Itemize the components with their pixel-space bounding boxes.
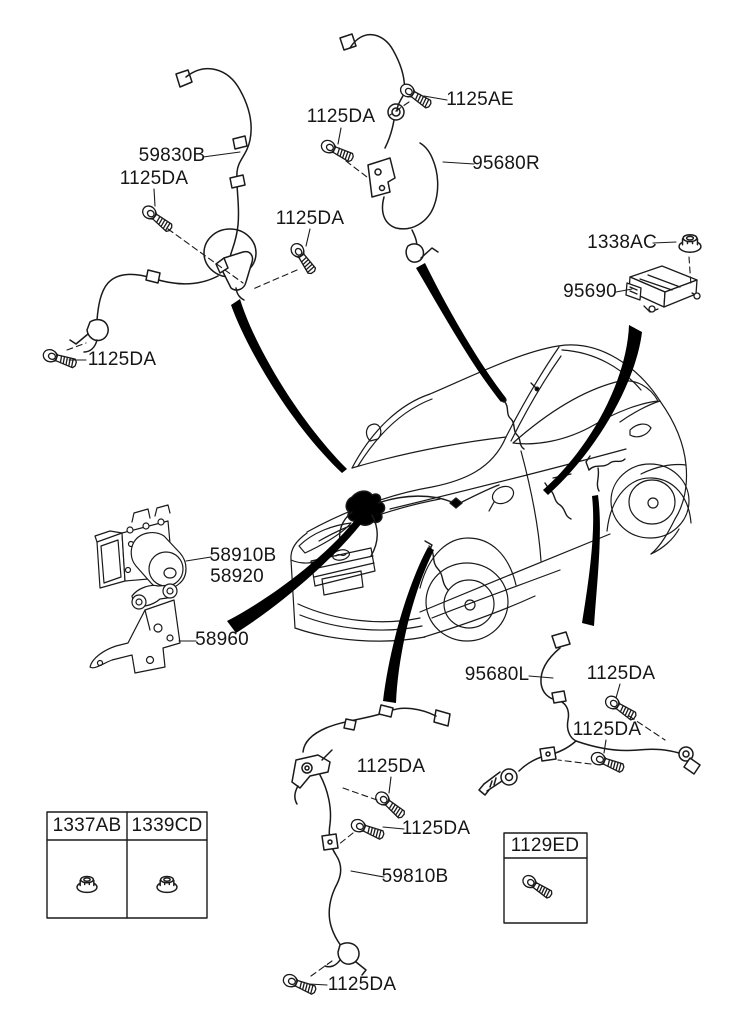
table-header-1129ED: 1129ED: [510, 835, 580, 856]
part-label-58920: 58920: [210, 566, 264, 587]
part-58910B-58920-drawing: [95, 505, 186, 589]
flange-nut-icon: [679, 235, 701, 252]
leader-line: [389, 777, 391, 793]
part-label-59830B: 59830B: [138, 145, 206, 166]
part-label-95680R: 95680R: [472, 153, 540, 174]
part-label-58910B: 58910B: [209, 545, 277, 566]
part-label-1125AE: 1125AE: [446, 89, 514, 110]
part-label-95690: 95690: [563, 281, 617, 302]
part-label-59810B: 59810B: [381, 866, 449, 887]
bolt-icon: [319, 138, 355, 164]
leader-line: [154, 189, 155, 206]
part-label-1125DA: 1125DA: [119, 168, 189, 189]
part-58960-drawing: [90, 584, 180, 673]
bolt-icon: [42, 348, 78, 370]
dashed-leader-line: [346, 161, 367, 177]
vehicle-drawing: [291, 345, 691, 641]
bolt-icon: [373, 789, 407, 820]
part-label-1338AC: 1338AC: [587, 232, 657, 253]
part-label-1125DA: 1125DA: [275, 208, 345, 229]
dashed-leader-line: [253, 270, 297, 289]
part-95680L-drawing: [479, 632, 700, 795]
part-label-1125DA: 1125DA: [401, 818, 471, 839]
dashed-leader-line: [343, 788, 377, 800]
bolt-icon: [590, 751, 626, 775]
part-label-1125DA: 1125DA: [586, 663, 656, 684]
part-59810B-drawing: [292, 705, 450, 975]
leader-line: [616, 684, 620, 698]
part-95690-drawing: [626, 266, 700, 312]
location-pointer-strokes: [227, 263, 642, 703]
leader-line: [186, 557, 211, 561]
fastener-tables-drawing: [47, 812, 587, 923]
part-label-1125DA: 1125DA: [87, 349, 157, 370]
leader-line: [604, 740, 606, 753]
part-95680R-drawing: [340, 34, 438, 262]
part-label-95680L: 95680L: [464, 664, 530, 685]
part-label-1125DA: 1125DA: [327, 974, 397, 995]
leader-line: [203, 152, 240, 157]
part-label-1125DA: 1125DA: [572, 719, 642, 740]
part-label-58960: 58960: [195, 629, 249, 650]
part-label-1125DA: 1125DA: [356, 756, 426, 777]
leader-line: [338, 128, 341, 144]
bolt-icon: [289, 241, 318, 276]
table-header-1337AB: 1337AB: [52, 815, 122, 836]
bolt-icon: [350, 818, 386, 842]
leader-line: [351, 871, 384, 877]
part-label-1125DA: 1125DA: [306, 106, 376, 127]
dashed-leader-line: [338, 833, 353, 845]
part-59830B-drawing: [70, 69, 256, 352]
dashed-leader-line: [558, 760, 591, 764]
leader-line: [443, 162, 474, 164]
leader-line: [306, 229, 310, 246]
table-header-1339CD: 1339CD: [131, 815, 203, 836]
